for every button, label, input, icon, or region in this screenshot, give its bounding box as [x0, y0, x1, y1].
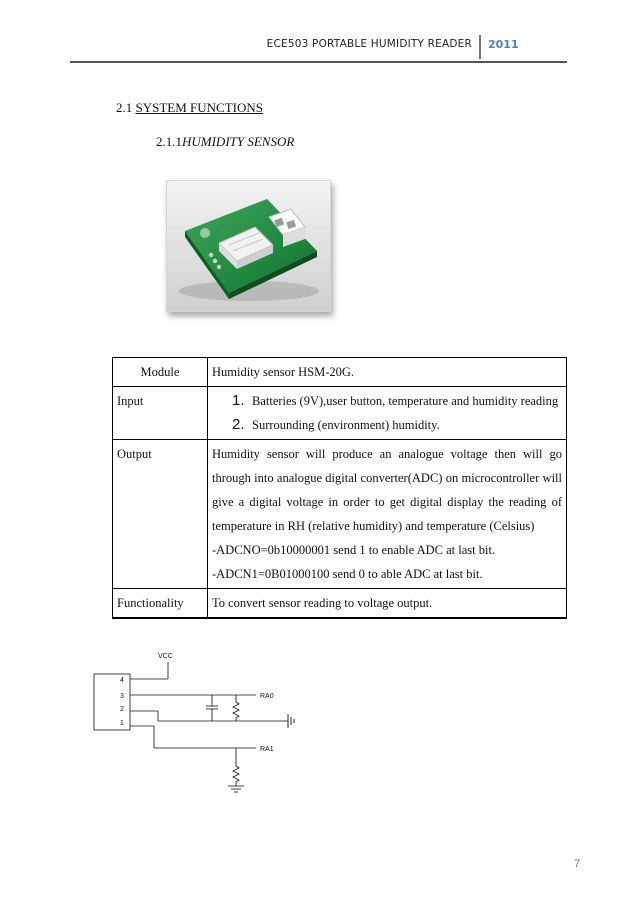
- system-functions-table: [112, 357, 567, 619]
- subsection-heading: [156, 134, 294, 150]
- output-line-adcn1: -ADCN1=0B01000100 send 0 to able ADC at last bit.: [212, 567, 483, 581]
- input-item-text: Batteries (9V),user button, temperature and humidity reading: [252, 394, 559, 408]
- output-line-adcn0: -ADCNO=0b10000001 send 1 to enable ADC at last bit.: [212, 543, 496, 557]
- functionality-label: Functionality: [113, 589, 208, 619]
- input-item-number: 2.: [232, 416, 245, 433]
- humidity-sensor-board-icon: [167, 181, 330, 311]
- module-value: Humidity sensor HSM-20G.: [208, 358, 567, 387]
- input-label: Input: [113, 387, 208, 440]
- vcc-label: VCC: [158, 653, 173, 660]
- header-title: ECE503 PORTABLE HUMIDITY READER: [266, 38, 472, 50]
- table-row-module: [113, 358, 567, 387]
- section-heading: [116, 100, 263, 116]
- table-row-functionality: [113, 589, 567, 619]
- input-item: [232, 389, 562, 413]
- ra0-label: RA0: [260, 693, 274, 700]
- input-item-number: 1.: [232, 392, 245, 409]
- pin-4-label: 4: [120, 677, 124, 684]
- page-number: 7: [574, 858, 581, 870]
- header-separator: [479, 35, 481, 59]
- table-row-output: [113, 440, 567, 589]
- pin-1-label: 1: [120, 720, 124, 727]
- output-label: Output: [113, 440, 208, 589]
- section-number: 2.1: [116, 100, 133, 115]
- humidity-sensor-photo: [166, 180, 331, 312]
- input-item: [232, 413, 562, 437]
- circuit-schematic: [88, 648, 318, 798]
- output-value: [208, 440, 567, 589]
- functionality-value: To convert sensor reading to voltage output.: [208, 589, 567, 619]
- subsection-title: HUMIDITY SENSOR: [182, 134, 295, 149]
- header-year: 2011: [488, 38, 519, 51]
- table-row-input: [113, 387, 567, 440]
- pin-3-label: 3: [120, 693, 124, 700]
- pin-2-label: 2: [120, 706, 124, 713]
- input-item-text: Surrounding (environment) humidity.: [252, 418, 440, 432]
- input-value: [208, 387, 567, 440]
- ra1-label: RA1: [260, 746, 274, 753]
- output-text: Humidity sensor will produce an analogue voltage then will go through into analogue digital converter(ADC) on microcontroller will give a digital voltage in order to get digital display the reading of temperature in RH (relative humidity) and temperature (Celsius): [212, 447, 562, 533]
- input-list: [212, 389, 562, 437]
- section-title: SYSTEM FUNCTIONS: [135, 100, 263, 115]
- subsection-number: 2.1.1: [156, 134, 182, 149]
- module-label: Module: [113, 358, 208, 387]
- header-rule: [70, 61, 567, 63]
